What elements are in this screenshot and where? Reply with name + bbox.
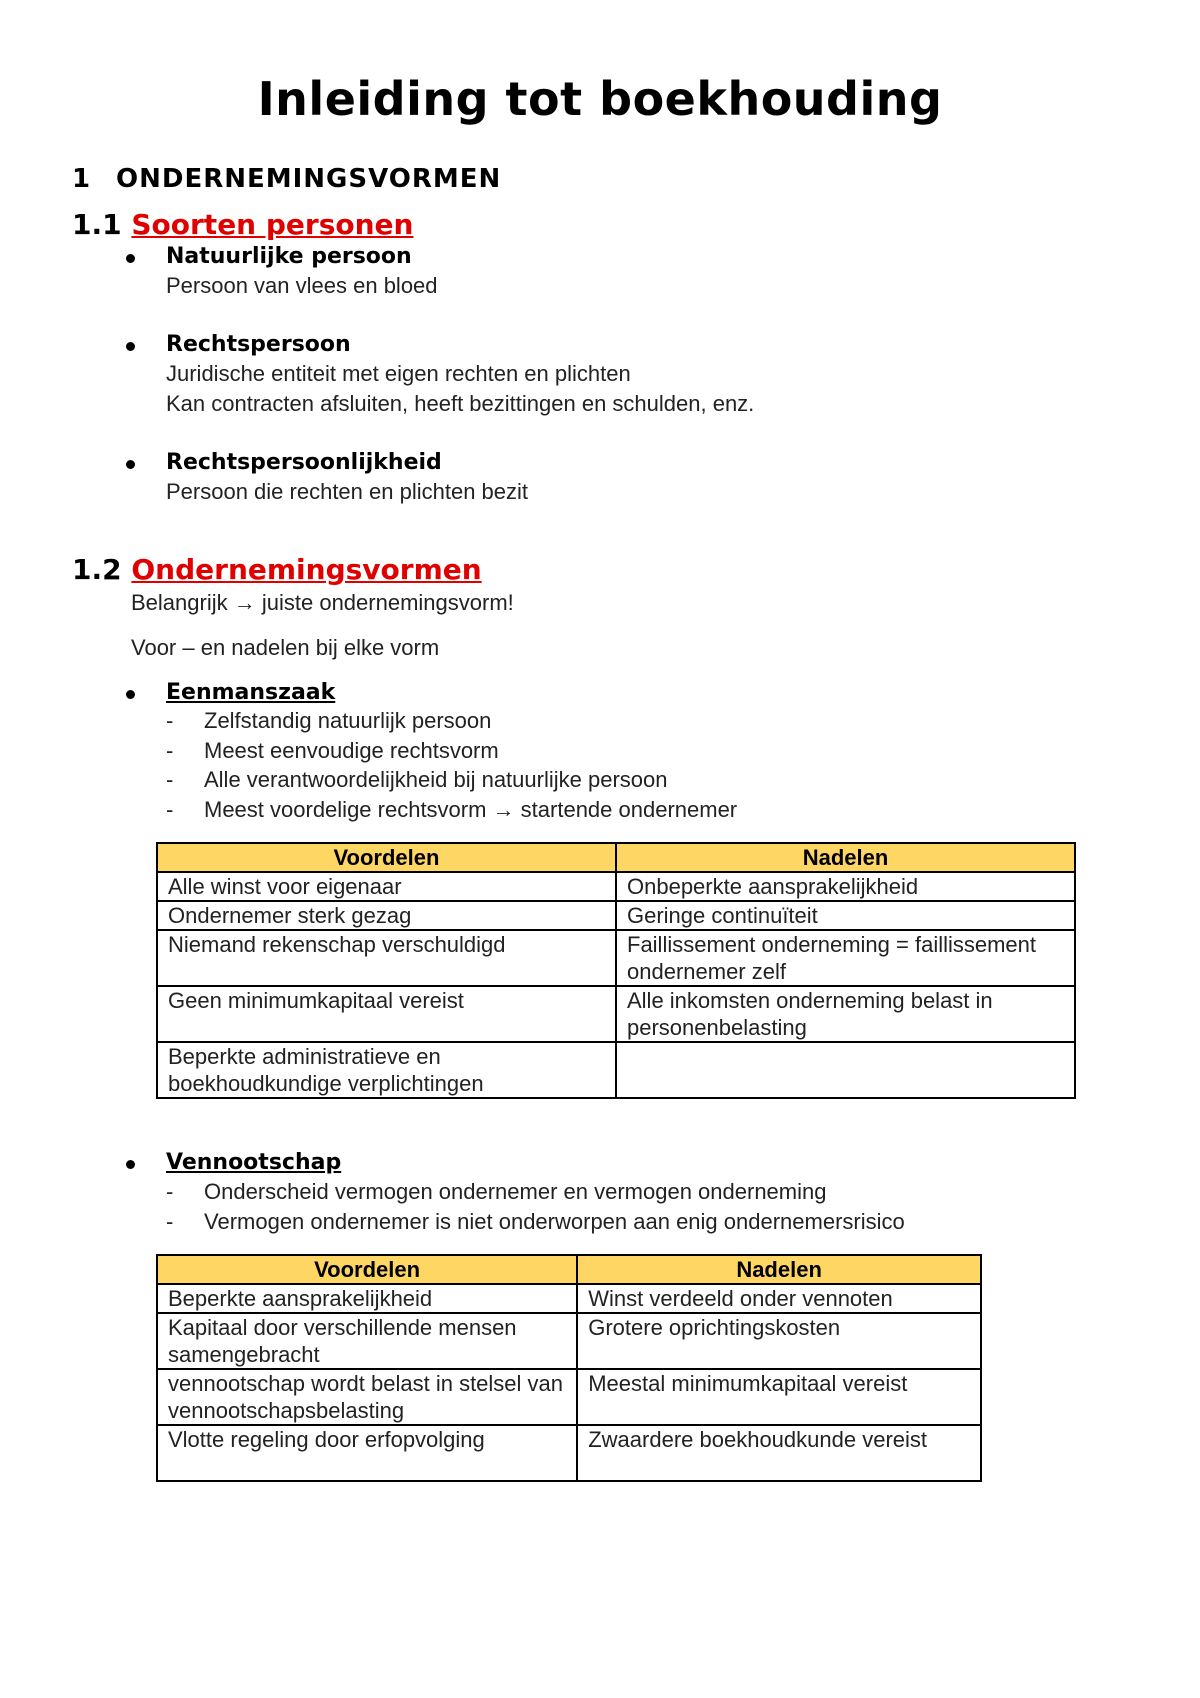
bullet-dot-icon	[126, 342, 135, 351]
section-1-number: 1	[72, 164, 92, 194]
description-line: Kan contracten afsluiten, heeft bezittingen en schulden, enz.	[166, 391, 755, 416]
column-header-nadelen: Nadelen	[577, 1255, 981, 1284]
description-line: Persoon van vlees en bloed	[166, 273, 438, 298]
term: Vennootschap	[166, 1150, 342, 1175]
dash-marker: -	[166, 1179, 174, 1204]
table-row	[157, 1284, 981, 1313]
table-cell: Zwaardere boekhoudkunde vereist	[577, 1425, 981, 1481]
section-1-title: ONDERNEMINGSVORMEN	[116, 164, 502, 194]
section-1-1-title: Soorten personen	[131, 208, 414, 241]
table-row	[157, 901, 1075, 930]
table-row	[157, 872, 1075, 901]
bullet-dot-icon	[126, 460, 135, 469]
table-row	[157, 1425, 981, 1481]
intro-line-1	[131, 590, 514, 616]
intro-after: juiste ondernemingsvorm!	[261, 590, 514, 615]
table-cell: Onbeperkte aansprakelijkheid	[616, 872, 1075, 901]
table-cell: Geringe continuïteit	[616, 901, 1075, 930]
dash-marker: -	[166, 767, 174, 792]
table-cell: vennootschap wordt belast in stelsel van vennootschapsbelasting	[157, 1369, 577, 1425]
section-1-1-number: 1.1	[72, 208, 122, 241]
dash-marker: -	[166, 708, 174, 733]
table-cell: Kapitaal door verschillende mensen samengebracht	[157, 1313, 577, 1369]
table-cell	[616, 1042, 1075, 1098]
description-line: Persoon die rechten en plichten bezit	[166, 479, 529, 504]
document-title: Inleiding tot boekhouding	[257, 72, 943, 126]
section-1-2-title: Ondernemingsvormen	[131, 553, 482, 586]
table-cell: Faillissement onderneming = faillissement ondernemer zelf	[616, 930, 1075, 986]
table-cell: Alle inkomsten onderneming belast in personenbelasting	[616, 986, 1075, 1042]
table-row	[157, 986, 1075, 1042]
table-cell: Beperkte administratieve en boekhoudkundige verplichtingen	[157, 1042, 616, 1098]
table-cell: Ondernemer sterk gezag	[157, 901, 616, 930]
table-row	[157, 1042, 1075, 1098]
bullet-dot-icon	[126, 690, 135, 699]
eenmanszaak-table	[156, 842, 1076, 1099]
point-text: Vermogen ondernemer is niet onderworpen aan enig ondernemersrisico	[204, 1208, 905, 1234]
dash-marker: -	[166, 1208, 174, 1234]
bullet-dot-icon	[126, 254, 135, 263]
section-1-1-heading	[72, 208, 413, 241]
table-cell: Vlotte regeling door erfopvolging	[157, 1425, 577, 1481]
point-text: Onderscheid vermogen ondernemer en vermogen onderneming	[204, 1179, 827, 1204]
bullet-dot-icon	[126, 1160, 135, 1169]
column-header-voordelen: Voordelen	[157, 1255, 577, 1284]
table-cell: Grotere oprichtingskosten	[577, 1313, 981, 1369]
dash-marker: -	[166, 737, 174, 763]
table-header-row	[157, 1255, 981, 1284]
table-cell: Geen minimumkapitaal vereist	[157, 986, 616, 1042]
table-cell: Alle winst voor eigenaar	[157, 872, 616, 901]
section-1-2-heading	[72, 553, 482, 586]
term: Eenmanszaak	[166, 680, 336, 705]
table-header-row	[157, 843, 1075, 872]
intro-before: Belangrijk	[131, 590, 228, 615]
column-header-voordelen: Voordelen	[157, 843, 616, 872]
term: Natuurlijke persoon	[166, 244, 412, 269]
point-text: Meest eenvoudige rechtsvorm	[204, 737, 499, 763]
term: Rechtspersoon	[166, 332, 351, 357]
point-text: Zelfstandig natuurlijk persoon	[204, 708, 492, 733]
column-header-nadelen: Nadelen	[616, 843, 1075, 872]
intro-line-2: Voor – en nadelen bij elke vorm	[131, 635, 440, 660]
dash-marker: -	[166, 796, 174, 822]
table-cell: Winst verdeeld onder vennoten	[577, 1284, 981, 1313]
term: Rechtspersoonlijkheid	[166, 450, 442, 475]
table-row	[157, 1369, 981, 1425]
table-row	[157, 1313, 981, 1369]
point-text: Alle verantwoordelijkheid bij natuurlijke persoon	[204, 767, 668, 792]
table-row	[157, 930, 1075, 986]
section-1-2-number: 1.2	[72, 553, 122, 586]
point-text: Meest voordelige rechtsvorm → startende ondernemer	[204, 796, 738, 822]
description-line: Juridische entiteit met eigen rechten en plichten	[166, 361, 631, 386]
table-cell: Niemand rekenschap verschuldigd	[157, 930, 616, 986]
right-arrow-icon: →	[233, 590, 256, 615]
vennootschap-table	[156, 1254, 982, 1482]
table-cell: Meestal minimumkapitaal vereist	[577, 1369, 981, 1425]
table-cell: Beperkte aansprakelijkheid	[157, 1284, 577, 1313]
section-1-heading	[72, 164, 501, 194]
